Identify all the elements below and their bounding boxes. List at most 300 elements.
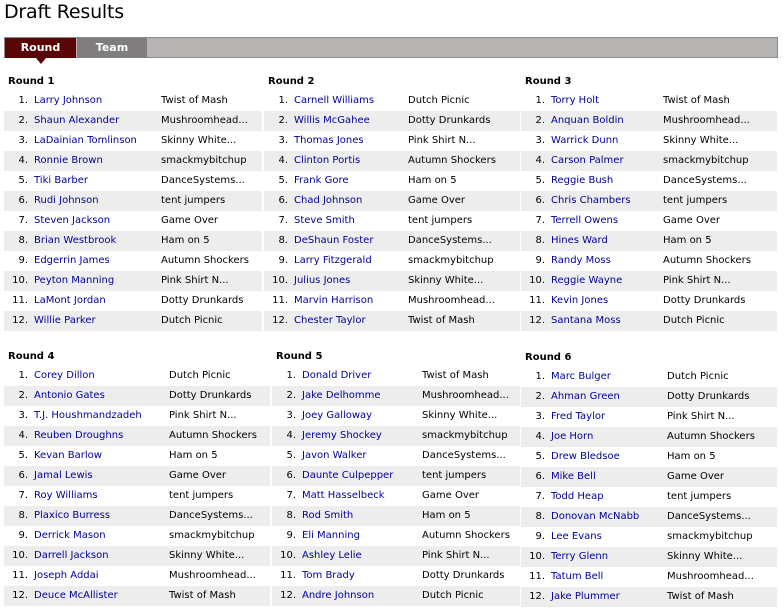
player-link[interactable]: Lee Evans (551, 531, 602, 542)
pick-number: 7. (535, 215, 545, 226)
pick-row (4, 366, 270, 386)
player-link[interactable]: Carson Palmer (551, 155, 624, 166)
player-link[interactable]: Kevin Jones (551, 295, 609, 306)
player-link[interactable]: Javon Walker (302, 450, 367, 461)
pick-number: 6. (278, 195, 288, 206)
team-name: Ham on 5 (408, 175, 457, 186)
pick-row (4, 111, 262, 131)
pick-row (521, 91, 777, 111)
pick-row (264, 151, 520, 171)
pick-row (4, 486, 270, 506)
team-name: tent jumpers (408, 215, 473, 226)
team-name: Dotty Drunkards (408, 115, 491, 126)
team-name: Mushroomhead... (161, 115, 248, 126)
player-link[interactable]: Derrick Mason (34, 530, 106, 541)
pick-number: 11. (280, 570, 296, 581)
pick-number: 2. (535, 391, 545, 402)
team-name: Dutch Picnic (663, 315, 725, 326)
player-link[interactable]: Roy Williams (34, 490, 98, 501)
player-link[interactable]: T.J. Houshmandzadeh (34, 410, 142, 421)
player-link[interactable]: DeShaun Foster (294, 235, 374, 246)
player-link[interactable]: Carnell Williams (294, 95, 375, 106)
player-link[interactable]: Ahman Green (551, 391, 620, 402)
pick-row (521, 271, 777, 291)
round-section (272, 348, 520, 606)
player-link[interactable]: Santana Moss (551, 315, 621, 326)
pick-row (4, 546, 270, 566)
team-name: Autumn Shockers (422, 530, 510, 541)
player-link[interactable]: Warrick Dunn (551, 135, 619, 146)
pick-row (264, 211, 520, 231)
pick-row (272, 386, 520, 406)
pick-row (4, 171, 262, 191)
pick-row (4, 466, 270, 486)
player-link[interactable]: Reggie Wayne (551, 275, 623, 286)
pick-row (264, 171, 520, 191)
pick-number: 7. (535, 491, 545, 502)
player-link[interactable]: Edgerrin James (34, 255, 110, 266)
pick-row (272, 526, 520, 546)
player-link[interactable]: LaDainian Tomlinson (34, 135, 137, 146)
pick-number: 12. (529, 591, 545, 602)
team-name: tent jumpers (667, 491, 732, 502)
pick-row (4, 386, 270, 406)
team-name: tent jumpers (663, 195, 728, 206)
player-link[interactable]: LaMont Jordan (34, 295, 106, 306)
player-link[interactable]: Clinton Portis (294, 155, 361, 166)
team-name: Twist of Mash (422, 370, 489, 381)
player-link[interactable]: Todd Heap (551, 491, 604, 502)
round-title: Round 2 (268, 76, 315, 87)
pick-row (264, 311, 520, 331)
pick-number: 8. (278, 235, 288, 246)
pick-number: 5. (18, 175, 28, 186)
pick-row (521, 447, 777, 467)
pick-number: 7. (18, 490, 28, 501)
pick-number: 2. (18, 390, 28, 401)
pick-number: 5. (18, 450, 28, 461)
pick-number: 3. (286, 410, 296, 421)
player-link[interactable]: Brian Westbrook (34, 235, 117, 246)
player-link[interactable]: Mike Bell (551, 471, 596, 482)
pick-row (521, 467, 777, 487)
player-link[interactable]: Terrell Owens (551, 215, 619, 226)
page-title: Draft Results (4, 1, 124, 23)
player-link[interactable]: Joey Galloway (302, 410, 373, 421)
team-name: Mushroomhead... (667, 571, 754, 582)
pick-number: 7. (286, 490, 296, 501)
team-name: Dutch Picnic (161, 315, 223, 326)
pick-row (272, 566, 520, 586)
pick-row (521, 567, 777, 587)
pick-row (521, 407, 777, 427)
team-name: Ham on 5 (667, 451, 716, 462)
pick-number: 2. (535, 115, 545, 126)
pick-number: 9. (18, 255, 28, 266)
pick-row (521, 291, 777, 311)
pick-row (521, 231, 777, 251)
player-link[interactable]: Tatum Bell (551, 571, 604, 582)
pick-row (4, 231, 262, 251)
team-name: Skinny White... (161, 135, 237, 146)
pick-number: 12. (529, 315, 545, 326)
pick-number: 3. (18, 410, 28, 421)
pick-row (521, 131, 777, 151)
pick-row (4, 251, 262, 271)
tab-bar (4, 37, 778, 58)
pick-number: 6. (18, 470, 28, 481)
pick-number: 7. (18, 215, 28, 226)
player-link[interactable]: Donovan McNabb (551, 511, 640, 522)
pick-row (264, 291, 520, 311)
pick-number: 10. (280, 550, 296, 561)
player-link[interactable]: Shaun Alexander (34, 115, 120, 126)
team-name: tent jumpers (161, 195, 226, 206)
pick-number: 9. (535, 531, 545, 542)
pick-row (4, 271, 262, 291)
pick-number: 3. (535, 135, 545, 146)
player-link[interactable]: Willis McGahee (294, 115, 370, 126)
pick-row (521, 547, 777, 567)
player-link[interactable]: Fred Taylor (551, 411, 606, 422)
pick-row (272, 406, 520, 426)
pick-number: 3. (535, 411, 545, 422)
pick-row (521, 251, 777, 271)
team-name: Game Over (422, 490, 480, 501)
pick-number: 1. (278, 95, 288, 106)
player-link[interactable]: Marvin Harrison (294, 295, 374, 306)
pick-row (4, 151, 262, 171)
pick-number: 1. (18, 95, 28, 106)
pick-row (4, 506, 270, 526)
player-link[interactable]: Jeremy Shockey (302, 430, 382, 441)
round-section (4, 73, 262, 331)
pick-row (264, 131, 520, 151)
team-name: Dotty Drunkards (422, 570, 505, 581)
player-link[interactable]: Julius Jones (294, 275, 351, 286)
pick-row (264, 191, 520, 211)
player-link[interactable]: Terry Glenn (551, 551, 609, 562)
round-title: Round 3 (525, 76, 572, 87)
player-link[interactable]: Steve Smith (294, 215, 355, 226)
player-link[interactable]: Tiki Barber (34, 175, 89, 186)
pick-number: 5. (286, 450, 296, 461)
team-name: Twist of Mash (667, 591, 734, 602)
pick-number: 4. (286, 430, 296, 441)
team-name: Twist of Mash (169, 590, 236, 601)
team-name: Skinny White... (422, 410, 498, 421)
pick-row (521, 191, 777, 211)
pick-row (4, 211, 262, 231)
round-title: Round 6 (525, 352, 572, 363)
pick-number: 4. (18, 155, 28, 166)
player-link[interactable]: Joe Horn (551, 431, 594, 442)
team-name: smackmybitchup (169, 530, 255, 541)
team-name: Autumn Shockers (169, 430, 257, 441)
pick-number: 10. (529, 551, 545, 562)
pick-row (4, 311, 262, 331)
team-name: Game Over (161, 215, 219, 226)
pick-number: 1. (535, 371, 545, 382)
player-link[interactable]: Joseph Addai (34, 570, 99, 581)
pick-number: 2. (286, 390, 296, 401)
pick-number: 8. (535, 235, 545, 246)
round-title: Round 1 (8, 76, 55, 87)
team-name: Autumn Shockers (667, 431, 755, 442)
pick-row (264, 231, 520, 251)
team-name: tent jumpers (422, 470, 487, 481)
pick-number: 6. (535, 471, 545, 482)
player-link[interactable]: Hines Ward (551, 235, 608, 246)
player-link[interactable]: Thomas Jones (294, 135, 364, 146)
player-link[interactable]: Plaxico Burress (34, 510, 111, 521)
pick-number: 6. (286, 470, 296, 481)
pick-row (4, 566, 270, 586)
pick-number: 1. (18, 370, 28, 381)
pick-row (272, 586, 520, 606)
team-name: Dutch Picnic (169, 370, 231, 381)
player-link[interactable]: Frank Gore (294, 175, 349, 186)
team-name: Ham on 5 (663, 235, 712, 246)
team-name: Twist of Mash (161, 95, 228, 106)
team-name: Dutch Picnic (422, 590, 484, 601)
player-link[interactable]: Peyton Manning (34, 275, 115, 286)
pick-number: 11. (529, 295, 545, 306)
player-link[interactable]: Marc Bulger (551, 371, 611, 382)
player-link[interactable]: Ronnie Brown (34, 155, 103, 166)
round-section (521, 73, 777, 331)
team-name: Pink Shirt N... (667, 411, 735, 422)
player-link[interactable]: Torry Holt (551, 95, 600, 106)
pick-number: 12. (280, 590, 296, 601)
team-name: DanceSystems... (169, 510, 253, 521)
pick-number: 9. (18, 530, 28, 541)
team-name: Mushroomhead... (169, 570, 256, 581)
team-name: Pink Shirt N... (161, 275, 229, 286)
team-name: smackmybitchup (161, 155, 247, 166)
pick-row (4, 191, 262, 211)
pick-number: 6. (18, 195, 28, 206)
player-link[interactable]: Larry Fitzgerald (294, 255, 372, 266)
pick-number: 3. (18, 135, 28, 146)
pick-number: 8. (535, 511, 545, 522)
pick-number: 10. (529, 275, 545, 286)
pick-row (272, 466, 520, 486)
pick-number: 9. (286, 530, 296, 541)
pick-row (272, 546, 520, 566)
player-link[interactable]: Rudi Johnson (34, 195, 99, 206)
round-section (4, 348, 270, 606)
player-link[interactable]: Antonio Gates (34, 390, 105, 401)
team-name: DanceSystems... (408, 235, 492, 246)
player-link[interactable]: Randy Moss (551, 255, 611, 266)
team-name: Game Over (169, 470, 227, 481)
player-link[interactable]: Ashley Lelie (302, 550, 362, 561)
pick-row (521, 587, 777, 607)
pick-number: 10. (272, 275, 288, 286)
tab-team[interactable]: Team (77, 38, 147, 58)
team-name: Skinny White... (169, 550, 245, 561)
pick-number: 4. (535, 431, 545, 442)
team-name: Game Over (408, 195, 466, 206)
pick-row (264, 91, 520, 111)
player-link[interactable]: Corey Dillon (34, 370, 95, 381)
team-name: Dotty Drunkards (663, 295, 746, 306)
player-link[interactable]: Willie Parker (34, 315, 96, 326)
pick-row (521, 211, 777, 231)
team-name: Pink Shirt N... (663, 275, 731, 286)
pick-row (272, 366, 520, 386)
round-title: Round 4 (8, 351, 55, 362)
player-link[interactable]: Tom Brady (302, 570, 355, 581)
player-link[interactable]: Chris Chambers (551, 195, 631, 206)
pick-number: 5. (535, 451, 545, 462)
player-link[interactable]: Jake Delhomme (302, 390, 381, 401)
player-link[interactable]: Deuce McAllister (34, 590, 118, 601)
pick-row (4, 406, 270, 426)
team-name: smackmybitchup (663, 155, 749, 166)
pick-number: 1. (535, 95, 545, 106)
player-link[interactable]: Jamal Lewis (34, 470, 93, 481)
pick-number: 8. (18, 235, 28, 246)
team-name: Mushroomhead... (422, 390, 509, 401)
team-name: Mushroomhead... (663, 115, 750, 126)
tab-round[interactable]: Round (5, 38, 76, 58)
pick-row (264, 251, 520, 271)
pick-number: 12. (12, 590, 28, 601)
pick-number: 2. (278, 115, 288, 126)
team-name: Skinny White... (667, 551, 743, 562)
pick-number: 11. (272, 295, 288, 306)
pick-row (521, 387, 777, 407)
pick-row (4, 91, 262, 111)
player-link[interactable]: Drew Bledsoe (551, 451, 620, 462)
pick-row (521, 171, 777, 191)
team-name: Twist of Mash (663, 95, 730, 106)
team-name: Pink Shirt N... (169, 410, 237, 421)
team-name: DanceSystems... (161, 175, 245, 186)
player-link[interactable]: Daunte Culpepper (302, 470, 394, 481)
pick-number: 10. (12, 550, 28, 561)
player-link[interactable]: Kevan Barlow (34, 450, 102, 461)
pick-row (4, 291, 262, 311)
player-link[interactable]: Rod Smith (302, 510, 354, 521)
pick-row (272, 486, 520, 506)
player-link[interactable]: Anquan Boldin (551, 115, 624, 126)
pick-row (521, 311, 777, 331)
team-name: Mushroomhead... (408, 295, 495, 306)
pick-number: 1. (286, 370, 296, 381)
pick-row (4, 131, 262, 151)
pick-row (264, 271, 520, 291)
pick-number: 12. (12, 315, 28, 326)
team-name: Dotty Drunkards (667, 391, 750, 402)
player-link[interactable]: Andre Johnson (302, 590, 375, 601)
pick-number: 8. (18, 510, 28, 521)
round-section (521, 349, 777, 607)
team-name: Dutch Picnic (408, 95, 470, 106)
pick-number: 4. (535, 155, 545, 166)
team-name: Ham on 5 (161, 235, 210, 246)
pick-row (4, 526, 270, 546)
pick-row (521, 507, 777, 527)
player-link[interactable]: Reggie Bush (551, 175, 614, 186)
pick-row (4, 426, 270, 446)
pick-number: 9. (535, 255, 545, 266)
team-name: Game Over (663, 215, 721, 226)
player-link[interactable]: Reuben Droughns (34, 430, 124, 441)
pick-number: 6. (535, 195, 545, 206)
team-name: smackmybitchup (408, 255, 494, 266)
pick-number: 12. (272, 315, 288, 326)
pick-number: 7. (278, 215, 288, 226)
player-link[interactable]: Steven Jackson (34, 215, 111, 226)
team-name: Pink Shirt N... (408, 135, 476, 146)
pick-row (521, 427, 777, 447)
player-link[interactable]: Donald Driver (302, 370, 372, 381)
pick-number: 11. (12, 570, 28, 581)
player-link[interactable]: Chester Taylor (294, 315, 366, 326)
team-name: DanceSystems... (663, 175, 747, 186)
pick-number: 10. (12, 275, 28, 286)
team-name: DanceSystems... (667, 511, 751, 522)
player-link[interactable]: Chad Johnson (294, 195, 363, 206)
round-title: Round 5 (276, 351, 323, 362)
team-name: Pink Shirt N... (422, 550, 490, 561)
pick-number: 2. (18, 115, 28, 126)
pick-row (521, 367, 777, 387)
pick-row (4, 586, 270, 606)
pick-row (4, 446, 270, 466)
pick-row (272, 446, 520, 466)
team-name: Dutch Picnic (667, 371, 729, 382)
team-name: Autumn Shockers (663, 255, 751, 266)
player-link[interactable]: Darrell Jackson (34, 550, 109, 561)
pick-row (521, 111, 777, 131)
team-name: Autumn Shockers (408, 155, 496, 166)
pick-number: 5. (278, 175, 288, 186)
pick-number: 4. (278, 155, 288, 166)
team-name: smackmybitchup (422, 430, 508, 441)
pick-number: 9. (278, 255, 288, 266)
pick-number: 3. (278, 135, 288, 146)
player-link[interactable]: Larry Johnson (34, 95, 103, 106)
player-link[interactable]: Jake Plummer (551, 591, 620, 602)
team-name: Skinny White... (408, 275, 484, 286)
pick-number: 5. (535, 175, 545, 186)
player-link[interactable]: Matt Hasselbeck (302, 490, 385, 501)
pick-row (521, 527, 777, 547)
team-name: tent jumpers (169, 490, 234, 501)
team-name: Autumn Shockers (161, 255, 249, 266)
team-name: smackmybitchup (667, 531, 753, 542)
player-link[interactable]: Eli Manning (302, 530, 360, 541)
pick-row (272, 426, 520, 446)
pick-row (521, 487, 777, 507)
team-name: DanceSystems... (422, 450, 506, 461)
round-section (264, 73, 520, 331)
pick-number: 11. (12, 295, 28, 306)
pick-row (521, 151, 777, 171)
team-name: Dotty Drunkards (161, 295, 244, 306)
team-name: Ham on 5 (169, 450, 218, 461)
pick-row (264, 111, 520, 131)
pick-number: 11. (529, 571, 545, 582)
team-name: Dotty Drunkards (169, 390, 252, 401)
pick-number: 4. (18, 430, 28, 441)
pick-row (272, 506, 520, 526)
team-name: Ham on 5 (422, 510, 471, 521)
